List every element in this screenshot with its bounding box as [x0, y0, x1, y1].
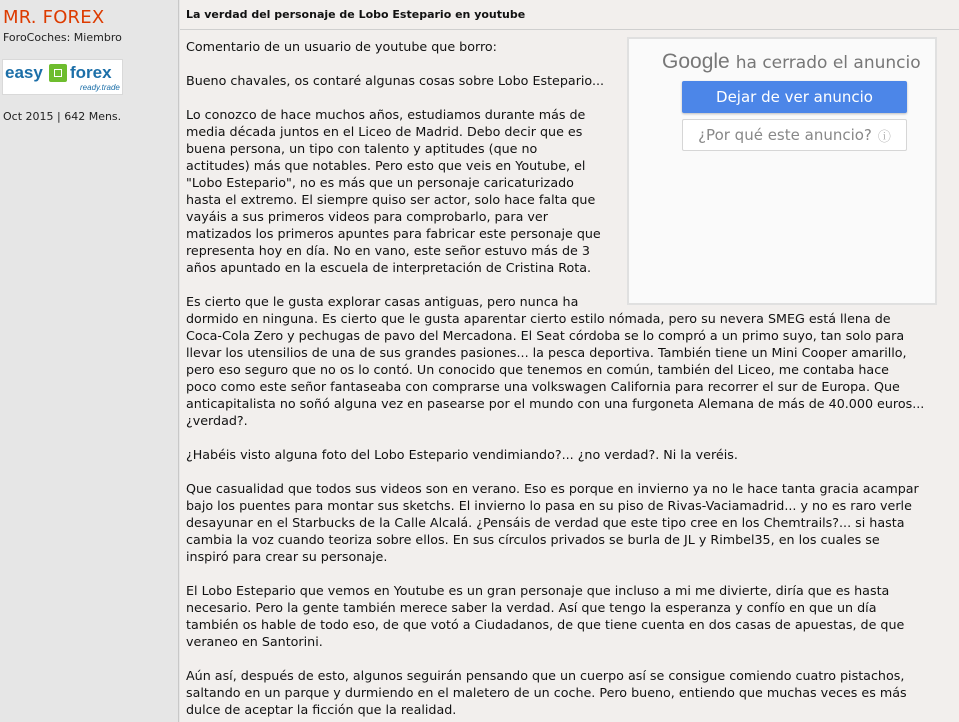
ad-header	[662, 49, 921, 74]
user-avatar-logo	[2, 59, 123, 95]
post-line: llevar los utensilios de una de sus grandes pasiones... la pesca deportiva. También tiene un Mini Cooper amarillo,	[186, 345, 907, 360]
post-line: ¿Habéis visto alguna foto del Lobo Estepario vendimiando?... ¿no verdad?. Ni la veréis.	[186, 447, 738, 462]
user-join-posts: Oct 2015 | 642 Mens.	[3, 110, 122, 123]
info-icon: ⓘ	[877, 129, 891, 145]
post-line: Lo conozco de hace muchos años, estudiamos durante más de	[186, 107, 586, 122]
post-line: pero eso seguro que no os lo contó. Un conocido que tenemos en común, también del Liceo, me contaba hace	[186, 362, 889, 377]
post-line: años apuntado en la escuela de interpretación de Cristina Rota.	[186, 260, 592, 275]
post-line: media década juntos en el Liceo de Madrid. Debo decir que es	[186, 124, 583, 139]
ad-closed-message: ha cerrado el anuncio	[735, 53, 921, 73]
user-sidebar	[0, 0, 179, 722]
logo-square-icon	[49, 64, 67, 82]
closed-ad-box	[627, 37, 937, 305]
post-line: "Lobo Estepario", no es más que un personaje caricaturizado	[186, 175, 574, 190]
logo-text-easy: easy	[5, 63, 43, 82]
post-line: Bueno chavales, os contaré algunas cosas sobre Lobo Estepario...	[186, 73, 605, 88]
post-line: representa hoy en día. No en vano, este señor estuvo más de 3	[186, 243, 590, 258]
why-this-ad-button[interactable]	[682, 119, 907, 151]
post-line: El Lobo Estepario que vemos en Youtube es un gran personaje que incluso a mi me divierte, diría que es hasta	[186, 583, 890, 598]
post-line: Coca-Cola Zero y pechugas de pavo del Mercadona. El Seat córdoba se lo compró a un primo suyo, tan solo para	[186, 328, 905, 343]
post-line: ¿verdad?.	[186, 413, 248, 428]
username-link[interactable]: MR. FOREX	[3, 7, 105, 28]
why-this-ad-label: ¿Por qué este anuncio?	[698, 126, 872, 144]
logo-tagline: ready.trade	[80, 83, 120, 92]
post-line: actitudes) más que notables. Pero esto que veis en Youtube, el	[186, 158, 586, 173]
post-line: necesario. Pero la gente también merece saber la verdad. Así que tengo la esperanza y confío en que un día	[186, 600, 877, 615]
post-line: vayáis a sus primeros videos para comprobarlo, para ver	[186, 209, 548, 224]
post-line: poco como este señor fantaseaba con comprarse una volkswagen California para recorrer el sur de Europa. Que	[186, 379, 900, 394]
user-title: ForoCoches: Miembro	[3, 31, 122, 44]
post-line: anticapitalista no soñó alguna vez en pasearse por el mundo con una furgoneta Alemana de más de 40.000 euros...	[186, 396, 925, 411]
post-line: dormido en ninguna. Es cierto que le gusta aparentar cierto estilo nómada, pero su nevera SMEG está llena de	[186, 311, 891, 326]
post-line: también os hable de todo eso, de que votó a Ciudadanos, de que tiene cuenta en dos casas de apuestas, de que	[186, 617, 905, 632]
post-line: veraneo en Santorini.	[186, 634, 323, 649]
post-line: buena persona, un tipo con talento y aptitudes (que no	[186, 141, 538, 156]
title-divider	[180, 29, 959, 30]
logo-text-forex: forex	[70, 63, 112, 82]
post-line: inspiró para crear su personaje.	[186, 549, 388, 564]
post-line: bajo los puentes para montar sus sketchs. El invierno lo pasa en su piso de Rivas-Vaciamadrid... y no es raro verle	[186, 498, 912, 513]
post-line: saltando en un parque y durmiendo en el maletero de un coche. Pero bueno, entiendo que muchas veces es más	[186, 685, 907, 700]
stop-seeing-ad-button[interactable]: Dejar de ver anuncio	[682, 81, 907, 113]
post-line: Aún así, después de esto, algunos seguirán pensando que un cuerpo así se consigue comiendo cuatro pistachos,	[186, 668, 905, 683]
post-line: cambia la voz cuando teoriza sobre ellos. En sus círculos privados se burla de JL y Rimbel35, en los cuales se	[186, 532, 880, 547]
post-line: desayunar en el Starbucks de la Calle Alcalá. ¿Pensáis de verdad que este tipo cree en los Chemtrails?... si hasta	[186, 515, 905, 530]
post-line: Que casualidad que todos sus videos son en verano. Eso es porque en invierno ya no le hace tanta gracia acampar	[186, 481, 919, 496]
post-line: dulce de aceptar la ficción que la realidad.	[186, 702, 457, 717]
post-title: La verdad del personaje de Lobo Estepario en youtube	[186, 8, 526, 21]
post-line: Es cierto que le gusta explorar casas antiguas, pero nunca ha	[186, 294, 579, 309]
post-line: matizados los primeros apuntes para fabricar este personaje que	[186, 226, 601, 241]
google-brand: Google	[662, 50, 730, 73]
post-line: hasta el extremo. El siempre quiso ser actor, solo hace falta que	[186, 192, 596, 207]
post-body	[180, 0, 959, 722]
post-line: Comentario de un usuario de youtube que borro:	[186, 39, 497, 54]
